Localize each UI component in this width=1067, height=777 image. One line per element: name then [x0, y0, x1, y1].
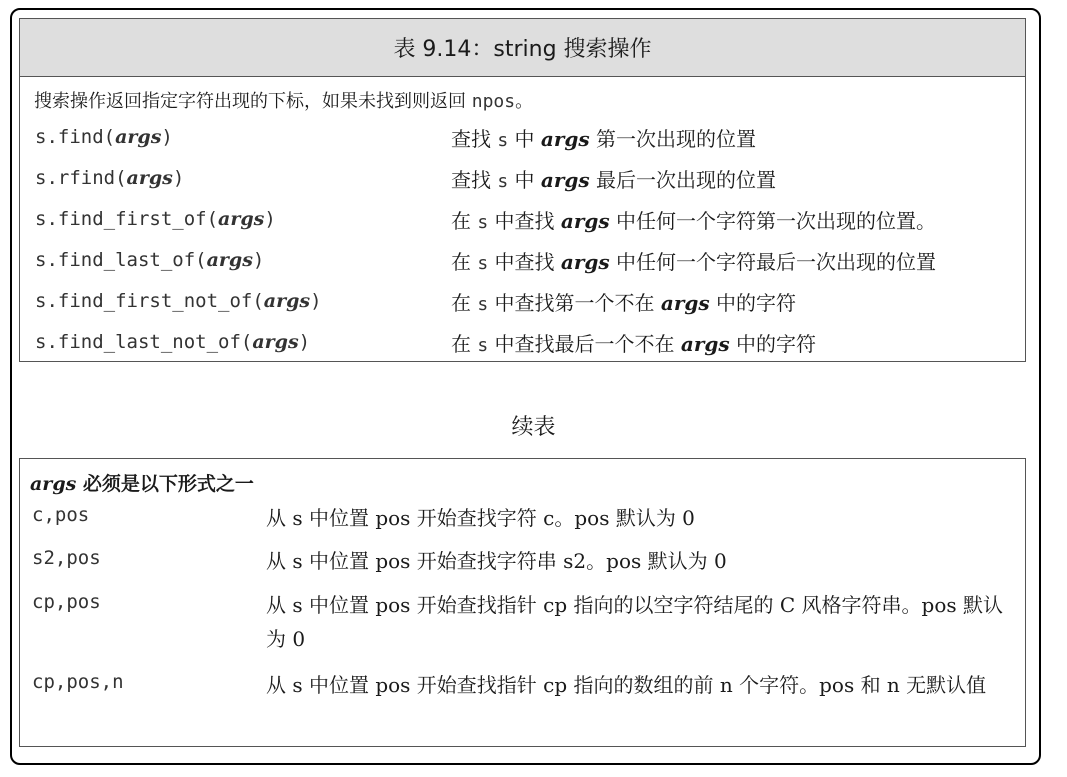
args-form: cp,pos [32, 591, 101, 613]
heading-arg: args [30, 473, 77, 495]
function-description: 在 s 中查找 args 中任何一个字符最后一次出现的位置 [451, 249, 937, 274]
function-description: 查找 s 中 args 最后一次出现的位置 [451, 167, 777, 192]
args-forms-table [19, 458, 1026, 747]
table-title-text: 表 9.14：string 搜索操作 [393, 37, 652, 62]
function-signature: s.find(args) [35, 126, 173, 148]
table-row [20, 283, 1025, 319]
table-title [20, 19, 1025, 77]
args-form-description: 从 s 中位置 pos 开始查找指针 cp 指向的数组的前 n 个字符。pos 和 n 无默认值 [266, 673, 987, 697]
function-description: 查找 s 中 args 第一次出现的位置 [451, 126, 757, 151]
function-signature: s.find_last_of(args) [35, 249, 265, 271]
description-code: npos [471, 91, 516, 112]
table-row [20, 201, 1025, 237]
table-description [34, 87, 533, 113]
function-signature: s.find_first_not_of(args) [35, 290, 322, 312]
function-description: 在 s 中查找 args 中任何一个字符第一次出现的位置。 [451, 208, 937, 233]
table-row [20, 119, 1025, 155]
heading-text: 必须是以下形式之一 [76, 473, 254, 495]
table-row [20, 242, 1025, 278]
function-description: 在 s 中查找最后一个不在 args 中的字符 [451, 331, 817, 356]
function-description: 在 s 中查找第一个不在 args 中的字符 [451, 290, 797, 315]
args-form-description: 从 s 中位置 pos 开始查找字符 c。pos 默认为 0 [266, 506, 695, 530]
args-form: s2,pos [32, 547, 101, 569]
function-signature: s.find_last_not_of(args) [35, 331, 311, 353]
args-form-description: 从 s 中位置 pos 开始查找字符串 s2。pos 默认为 0 [266, 549, 727, 573]
continuation-label: 续表 [511, 415, 556, 440]
description-text: 搜索操作返回指定字符出现的下标，如果未找到则返回 [34, 91, 472, 112]
args-form-description: 从 s 中位置 pos 开始查找指针 cp 指向的以空字符结尾的 C 风格字符串。pos 默认为 0 [266, 593, 1004, 651]
args-table-heading [30, 469, 254, 496]
args-form: c,pos [32, 504, 90, 526]
table-row [20, 324, 1025, 360]
function-signature: s.find_first_of(args) [35, 208, 276, 230]
table-row [20, 160, 1025, 196]
search-operations-table [19, 18, 1026, 362]
args-form: cp,pos,n [32, 671, 124, 693]
description-suffix: 。 [515, 91, 534, 112]
function-signature: s.rfind(args) [35, 167, 185, 189]
